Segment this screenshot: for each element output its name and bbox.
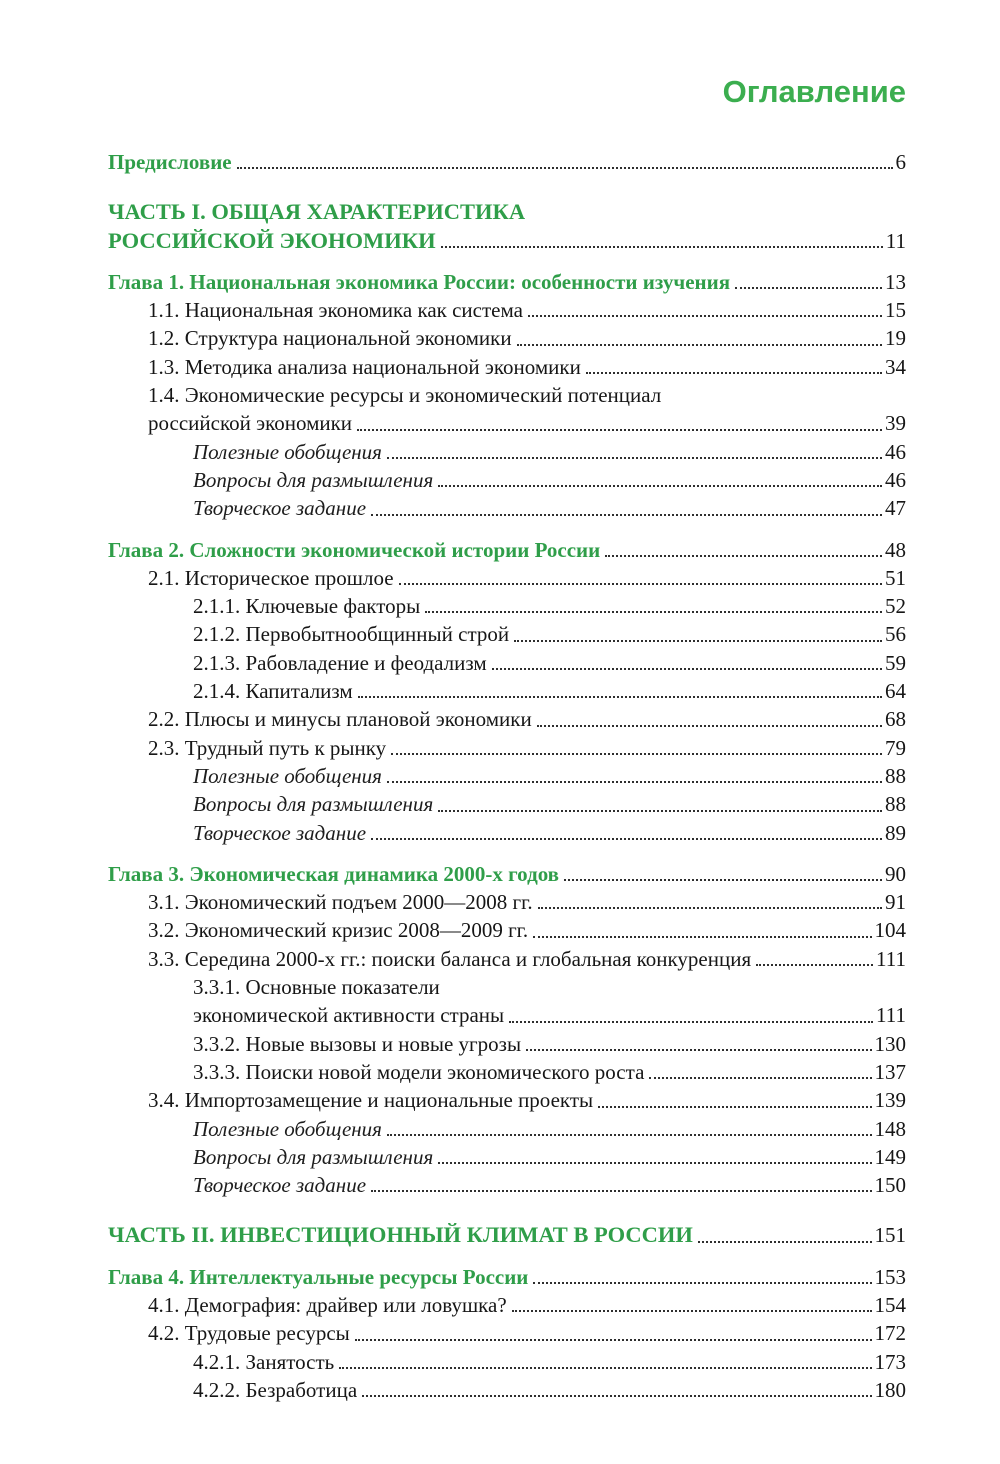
page-number: 130	[874, 1031, 906, 1056]
entry-label: 3.3.2. Новые вызовы и новые угрозы	[193, 1031, 522, 1056]
entry-label: ЧАСТЬ II. ИНВЕСТИЦИОННЫЙ КЛИМАТ В РОССИИ	[108, 1222, 693, 1248]
page-number: 52	[885, 594, 906, 619]
toc-entry	[108, 888, 906, 916]
dot-leader	[586, 372, 882, 374]
toc-entry-line	[148, 1319, 906, 1347]
entry-label: 1.1. Национальная экономика как система	[148, 298, 523, 323]
toc-entry	[108, 1263, 906, 1291]
toc-entry-line	[108, 268, 906, 296]
toc-entry	[108, 353, 906, 381]
dot-leader	[698, 1241, 872, 1243]
page-number: 150	[874, 1173, 906, 1198]
toc-entry-line	[193, 1030, 906, 1058]
page-number: 11	[885, 228, 906, 253]
entry-label: 4.1. Демография: драйвер или ловушка?	[148, 1292, 507, 1317]
dot-leader	[357, 429, 882, 431]
dot-leader	[438, 810, 882, 812]
dot-leader	[528, 315, 882, 317]
toc-entry-line	[148, 409, 906, 437]
page-number: 91	[885, 890, 906, 915]
toc-entry-line	[193, 466, 906, 494]
page-number: 89	[885, 820, 906, 845]
toc-entry-line	[193, 592, 906, 620]
page-number: 111	[876, 1003, 906, 1028]
dot-leader	[509, 1021, 873, 1023]
toc-entry	[108, 973, 906, 1030]
page-number: 90	[885, 861, 906, 886]
dot-leader	[756, 964, 873, 966]
page-number: 180	[874, 1377, 906, 1402]
toc-entry-line	[108, 1263, 906, 1291]
entry-label: 3.4. Импортозамещение и национальные проекты	[148, 1088, 594, 1113]
page-number: 6	[895, 150, 906, 174]
page-number: 148	[874, 1116, 906, 1141]
toc-entry-line	[193, 790, 906, 818]
entry-label: 2.3. Трудный путь к рынку	[148, 735, 387, 760]
toc-entry-line	[148, 324, 906, 352]
page-number: 56	[885, 622, 906, 647]
entry-label: 2.1.2. Первобытнообщинный строй	[193, 622, 510, 647]
entry-label: Полезные обобщения	[193, 1116, 382, 1141]
page-number: 19	[885, 326, 906, 351]
dot-leader	[735, 287, 882, 289]
entry-label: 2.1.3. Рабовладение и феодализм	[193, 650, 487, 675]
dot-leader	[371, 1190, 871, 1192]
entry-label: 1.4. Экономические ресурсы и экономический потенциал	[148, 383, 662, 408]
toc-entry	[108, 381, 906, 438]
dot-leader	[514, 640, 882, 642]
page-title: Оглавление	[722, 74, 906, 109]
toc-entry-line	[108, 198, 906, 226]
toc-entry	[108, 148, 906, 176]
entry-label: Глава 4. Интеллектуальные ресурсы России	[108, 1264, 529, 1289]
toc-entry-line	[148, 734, 906, 762]
entry-label: Вопросы для размышления	[193, 1144, 434, 1169]
dot-leader	[533, 936, 871, 938]
toc-entry	[108, 1348, 906, 1376]
toc-entry-line	[193, 1376, 906, 1404]
entry-label: ЧАСТЬ I. ОБЩАЯ ХАРАКТЕРИСТИКА	[108, 199, 526, 225]
toc-entry	[108, 296, 906, 324]
toc-entry	[108, 860, 906, 888]
toc-entry	[108, 649, 906, 677]
page-number: 88	[885, 792, 906, 817]
dot-leader	[538, 907, 882, 909]
entry-label: Творческое задание	[193, 820, 367, 845]
dot-leader	[526, 1049, 871, 1051]
toc-entry	[108, 536, 906, 564]
entry-label: Предисловие	[108, 150, 232, 174]
entry-label: 3.1. Экономический подъем 2000—2008 гг.	[148, 890, 533, 915]
toc-entry-line	[148, 564, 906, 592]
dot-leader	[537, 725, 882, 727]
dot-leader	[371, 514, 882, 516]
dot-leader	[399, 583, 882, 585]
entry-label: российской экономики	[148, 411, 353, 436]
page-number: 172	[874, 1321, 906, 1346]
entry-label: 3.3. Середина 2000-х гг.: поиски баланса и глобальная конкуренция	[148, 946, 752, 971]
toc-entry	[108, 324, 906, 352]
toc-entry-line	[193, 819, 906, 847]
page-number: 47	[885, 496, 906, 521]
page-number: 111	[876, 946, 906, 971]
entry-label: Вопросы для размышления	[193, 467, 434, 492]
toc-entry	[108, 1058, 906, 1086]
page-number: 79	[885, 735, 906, 760]
dot-leader	[605, 555, 882, 557]
dot-leader	[339, 1367, 871, 1369]
toc-entry-line	[148, 916, 906, 944]
dot-leader	[512, 1310, 872, 1312]
toc-entry-line	[148, 296, 906, 324]
toc-entry	[108, 1291, 906, 1319]
dot-leader	[387, 781, 882, 783]
toc-entry	[108, 705, 906, 733]
toc-entry-line	[148, 945, 906, 973]
toc-entry-line	[193, 1348, 906, 1376]
page-number: 46	[885, 439, 906, 464]
entry-label: 2.1.4. Капитализм	[193, 679, 353, 704]
toc-entry-line	[193, 1143, 906, 1171]
page-number: 151	[874, 1223, 906, 1248]
page-number: 104	[874, 918, 906, 943]
toc-entry-line	[148, 888, 906, 916]
entry-label: 4.2.1. Занятость	[193, 1349, 335, 1374]
page-number: 68	[885, 707, 906, 732]
toc-entry	[108, 198, 906, 255]
entry-label: 2.1. Историческое прошлое	[148, 565, 394, 590]
page-number: 48	[885, 537, 906, 562]
toc-entry-line	[193, 649, 906, 677]
entry-label: 3.2. Экономический кризис 2008—2009 гг.	[148, 918, 529, 943]
page-number: 34	[885, 354, 906, 379]
toc-entry	[108, 762, 906, 790]
page-number: 46	[885, 467, 906, 492]
toc-entry	[108, 1143, 906, 1171]
toc-entries	[108, 148, 906, 1404]
toc-entry	[108, 268, 906, 296]
toc-entry	[108, 1115, 906, 1143]
dot-leader	[517, 344, 882, 346]
dot-leader	[649, 1077, 871, 1079]
toc-entry-line	[193, 620, 906, 648]
dot-leader	[492, 668, 882, 670]
entry-label: 1.2. Структура национальной экономики	[148, 326, 512, 351]
toc-entry-line	[193, 438, 906, 466]
page-number: 149	[874, 1144, 906, 1169]
toc-entry-line	[108, 536, 906, 564]
toc-entry-line	[193, 1001, 906, 1029]
toc-entry-line	[108, 148, 906, 176]
toc-entry	[108, 790, 906, 818]
entry-label: Полезные обобщения	[193, 439, 382, 464]
toc-entry-line	[148, 1291, 906, 1319]
page-number: 139	[874, 1088, 906, 1113]
entry-label: РОССИЙСКОЙ ЭКОНОМИКИ	[108, 227, 436, 253]
toc-entry	[108, 592, 906, 620]
toc-entry	[108, 916, 906, 944]
toc-entry-line	[108, 1221, 906, 1249]
toc-entry	[108, 438, 906, 466]
entry-label: 2.1.1. Ключевые факторы	[193, 594, 421, 619]
toc-entry-line	[193, 1058, 906, 1086]
entry-label: Глава 3. Экономическая динамика 2000-х годов	[108, 861, 560, 886]
toc-entry-line	[193, 494, 906, 522]
entry-label: экономической активности страны	[193, 1003, 505, 1028]
dot-leader	[533, 1282, 871, 1284]
toc-entry	[108, 466, 906, 494]
toc-entry-line	[193, 762, 906, 790]
toc-entry-line	[193, 1171, 906, 1199]
entry-label: Творческое задание	[193, 496, 367, 521]
toc-entry	[108, 620, 906, 648]
dot-leader	[441, 246, 883, 248]
toc-entry	[108, 1086, 906, 1114]
toc-entry	[108, 945, 906, 973]
entry-label: 4.2. Трудовые ресурсы	[148, 1321, 350, 1346]
toc-entry-line	[148, 353, 906, 381]
toc-entry-line	[148, 1086, 906, 1114]
toc-entry-line	[108, 227, 906, 255]
dot-leader	[362, 1395, 871, 1397]
dot-leader	[438, 485, 882, 487]
dot-leader	[371, 838, 882, 840]
entry-label: Глава 1. Национальная экономика России: особенности изучения	[108, 269, 731, 294]
dot-leader	[358, 696, 882, 698]
toc-entry-line	[148, 381, 906, 409]
toc-entry-line	[193, 1115, 906, 1143]
dot-leader	[598, 1106, 871, 1108]
dot-leader	[237, 167, 893, 169]
page-number: 154	[874, 1292, 906, 1317]
dot-leader	[438, 1162, 871, 1164]
toc-entry	[108, 1221, 906, 1249]
page-number: 173	[874, 1349, 906, 1374]
page-number: 51	[885, 565, 906, 590]
page-number: 39	[885, 411, 906, 436]
entry-label: Вопросы для размышления	[193, 792, 434, 817]
dot-leader	[391, 753, 882, 755]
toc-entry	[108, 1171, 906, 1199]
dot-leader	[564, 879, 882, 881]
dot-leader	[425, 611, 882, 613]
toc-entry-line	[193, 973, 906, 1001]
page-number: 137	[874, 1059, 906, 1084]
entry-label: 3.3.1. Основные показатели	[193, 975, 440, 1000]
dot-leader	[355, 1339, 872, 1341]
page-number: 59	[885, 650, 906, 675]
entry-label: 1.3. Методика анализа национальной экономики	[148, 354, 581, 379]
page-number: 15	[885, 298, 906, 323]
entry-label: Творческое задание	[193, 1173, 367, 1198]
toc-entry	[108, 494, 906, 522]
toc-entry-line	[108, 860, 906, 888]
toc-entry	[108, 677, 906, 705]
toc-entry	[108, 1030, 906, 1058]
entry-label: 3.3.3. Поиски новой модели экономического роста	[193, 1059, 645, 1084]
toc-entry-line	[193, 677, 906, 705]
page-number: 88	[885, 763, 906, 788]
entry-label: Полезные обобщения	[193, 763, 382, 788]
toc-entry	[108, 1376, 906, 1404]
entry-label: 4.2.2. Безработица	[193, 1377, 358, 1402]
page-number: 64	[885, 679, 906, 704]
page-number: 13	[885, 269, 906, 294]
dot-leader	[387, 457, 882, 459]
toc-entry-line	[148, 705, 906, 733]
entry-label: Глава 2. Сложности экономической истории России	[108, 537, 601, 562]
dot-leader	[387, 1134, 872, 1136]
entry-label: 2.2. Плюсы и минусы плановой экономики	[148, 707, 532, 732]
page-number: 153	[874, 1264, 906, 1289]
toc-entry	[108, 564, 906, 592]
toc-entry	[108, 1319, 906, 1347]
toc-entry	[108, 734, 906, 762]
toc-entry	[108, 819, 906, 847]
